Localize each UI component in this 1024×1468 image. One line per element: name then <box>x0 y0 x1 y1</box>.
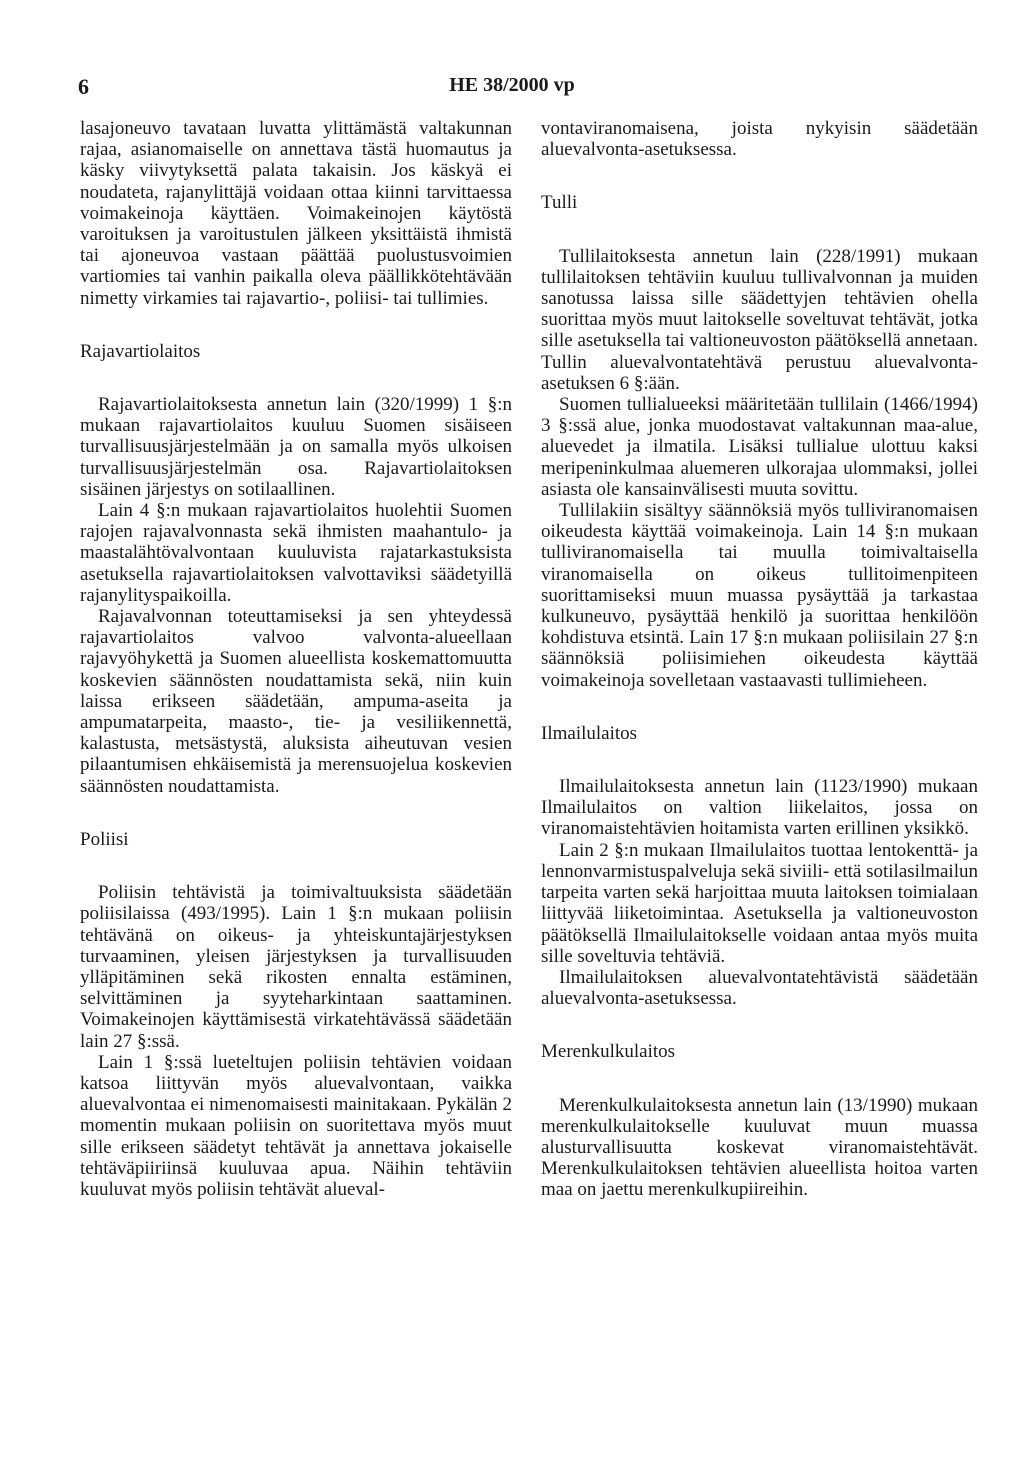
section-heading-poliisi: Poliisi <box>80 828 129 850</box>
section-heading-tulli: Tulli <box>541 192 578 214</box>
paragraph: Lain 2 §:n mukaan Ilmailulaitos tuottaa lentokenttä- ja lennonvarmistuspalveluja sekä siviili- että sotilasilmailun tarpeita varten sekä harjoittaa muuta laitoksen toimialaan liittyvää liiketoimintaa. Asetuksella ja valtioneuvoston päätöksellä Ilmailulaitokselle voidaan antaa myös muita sille soveltuvia tehtäviä. <box>541 839 978 967</box>
paragraph: Lain 4 §:n mukaan rajavartiolaitos huolehtii Suomen rajojen rajavalvonnasta sekä ihmisten maahantulo- ja maastalähtövalvontaan kuuluvista rajatarkastuksista asetuksella rajavartiolaitoksen valvottaviksi säädetyillä rajanylityspaikoilla. <box>80 500 512 606</box>
section-heading-rajavartiolaitos: Rajavartiolaitos <box>80 340 201 362</box>
section-heading-ilmailulaitos: Ilmailulaitos <box>541 722 638 744</box>
paragraph: Rajavalvonnan toteuttamiseksi ja sen yhteydessä rajavartiolaitos valvoo valvonta-alueellaan rajavyöhykettä ja Suomen alueellista koskemattomuutta koskevien säännösten noudattamista sekä, niin kuin laissa erikseen säädetään, ampuma-aseita ja ampumatarpeita, maasto-, tie- ja vesiliikennettä, kalastusta, metsästystä, aluksista aiheutuvan vesien pilaantumisen ehkäisemistä ja merensuojelua koskevien säännösten noudattamista. <box>80 606 512 797</box>
paragraph: Poliisin tehtävistä ja toimivaltuuksista säädetään poliisilaissa (493/1995). Lain 1 §:n mukaan poliisin tehtävänä on oikeus- ja yhteiskuntajärjestyksen turvaaminen, yleisen järjestyksen ja turvallisuuden ylläpitäminen sekä rikosten ennalta estäminen, selvittäminen ja syyteharkintaan saattaminen. Voimakeinojen käyttämisestä virkatehtävässä säädetään lain 27 §:ssä. <box>80 882 512 1052</box>
paragraph: Ilmailulaitoksen aluevalvontatehtävistä säädetään aluevalvonta-asetuksessa. <box>541 966 978 1010</box>
paragraph: Merenkulkulaitoksesta annetun lain (13/1990) mukaan merenkulkulaitokselle kuuluvat muun muassa alusturvallisuutta koskevat viranomaistehtävät. Merenkulkulaitoksen tehtävien alueellista hoitoa varten maa on jaettu merenkulkupiireihin. <box>541 1094 978 1201</box>
paragraph: Ilmailulaitoksesta annetun lain (1123/1990) mukaan Ilmailulaitos on valtion liikelaitos, jossa on viranomaistehtävien hoitamista varten erillinen yksikkö. <box>541 776 978 840</box>
section-heading-merenkulkulaitos: Merenkulkulaitos <box>541 1041 676 1063</box>
page-number: 6 <box>78 74 89 99</box>
paragraph: Rajavartiolaitoksesta annetun lain (320/1999) 1 §:n mukaan rajavartiolaitos kuuluu Suomen sisäiseen turvallisuusjärjestelmään ja on samalla myös ulkoisen turvallisuusjärjestelmän osa. Rajavartiolaitoksen sisäinen järjestys on sotilaallinen. <box>80 394 512 500</box>
paragraph: Tullilakiin sisältyy säännöksiä myös tulliviranomaisen oikeudesta käyttää voimakeinoja. Lain 14 §:n mukaan tulliviranomaisella tai muulla toimivaltaisella viranomaisella on oikeus tullitoimenpiteen suorittamiseksi muun muassa pysäyttää ja tarkastaa kulkuneuvo, pysäyttää henkilö ja suorittaa henkilöön kohdistuva etsintä. Lain 17 §:n mukaan poliisilain 27 §:n säännöksiä poliisimiehen oikeudesta käyttää voimakeinoja sovelletaan vastaavasti tullimieheen. <box>541 500 978 691</box>
paragraph: Tullilaitoksesta annetun lain (228/1991) mukaan tullilaitoksen tehtäviin kuuluu tullivalvonnan ja muiden sanotussa laissa sille säädettyjen tehtävien ohella suorittaa myös muut laitokselle soveltuvat tehtävät, jotka sille asetuksella tai valtioneuvoston päätöksellä annetaan. Tullin aluevalvontatehtävä perustuu aluevalvonta-asetuksen 6 §:ään. <box>541 245 978 394</box>
right-column <box>541 118 978 1201</box>
paragraph: lasajoneuvo tavataan luvatta ylittämästä valtakunnan rajaa, asianomaiselle on annettava tästä huomautus ja käsky viivytyksettä palata takaisin. Jos käskyä ei noudateta, rajanylittäjä voidaan ottaa kiinni tarvittaessa voimakeinoja käyttäen. Voimakeinojen käytöstä varoituksen ja varoitustulen jälkeen yksittäistä ihmistä tai ajoneuvoa vastaan päättää puolustusvoimien vartiomies tai vanhin paikalla oleva päällikkötehtävään nimetty virkamies tai rajavartio-, poliisi- tai tullimies. <box>80 118 512 309</box>
paragraph: vontaviranomaisena, joista nykyisin säädetään aluevalvonta-asetuksessa. <box>541 118 978 161</box>
paragraph: Lain 1 §:ssä lueteltujen poliisin tehtävien voidaan katsoa liittyvän myös aluevalvontaan, vaikka aluevalvontaa ei nimenomaisesti mainitakaan. Pykälän 2 momentin mukaan poliisin on suoritettava myös muut sille erikseen säädetyt tehtävät ja annettava jokaiselle tehtäväpiiriinsä kuuluvaa apua. Näihin tehtäviin kuuluvat myös poliisin tehtävät alueval- <box>80 1051 512 1200</box>
paragraph: Suomen tullialueeksi määritetään tullilain (1466/1994) 3 §:ssä alue, jonka muodostavat valtakunnan maa-alue, aluevedet ja ilmatila. Lisäksi tullialue ulottuu kaksi meripeninkulmaa aluemeren ulkorajaa ulommaksi, jollei asiasta ole kansainvälisesti muuta sovittu. <box>541 394 978 500</box>
page-header: HE 38/2000 vp <box>449 74 575 96</box>
left-column <box>80 118 512 1200</box>
